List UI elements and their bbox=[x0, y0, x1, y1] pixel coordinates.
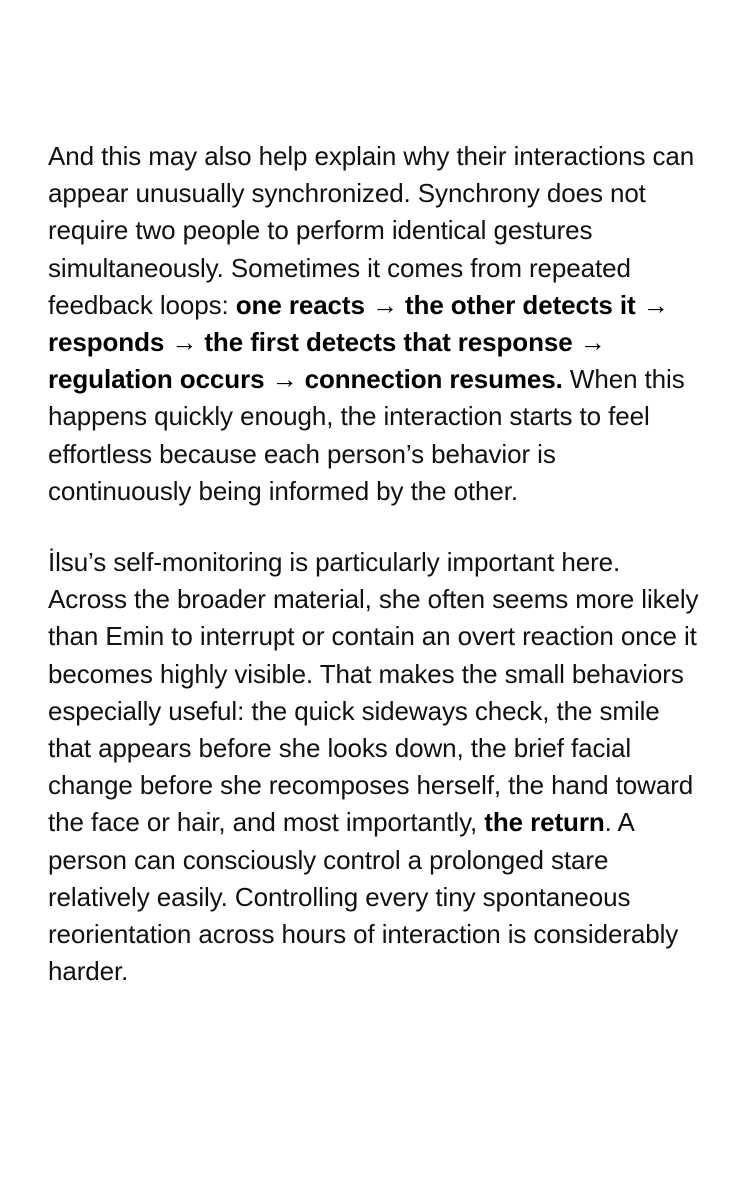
paragraph-text: And this may also help explain why their interactions can appear unusually synchronized. Synchrony does not require two people to perform identical gestures simultaneously. Sometimes it comes from repeated feedback loops: bbox=[48, 141, 695, 320]
paragraph-text: . A person can consciously control a prolonged stare relatively easily. Controlling every tiny spontaneous reorientation across hours of interaction is considerably harder. bbox=[48, 807, 679, 987]
paragraph-synchrony bbox=[48, 138, 701, 510]
paragraph-self-monitoring bbox=[48, 544, 701, 990]
feedback-loop-emphasis: one reacts → the other detects it → responds → the first detects that response → regulation occurs → connection resumes. bbox=[48, 289, 669, 395]
paragraph-text: When this happens quickly enough, the interaction starts to feel effortless because each person’s behavior is continuously being informed by the other. bbox=[48, 364, 685, 506]
the-return-emphasis: the return bbox=[484, 807, 605, 838]
paragraph-text: İlsu’s self-monitoring is particularly important here. Across the broader material, she often seems more likely than Emin to interrupt or contain an overt reaction once it becomes highly visible. That makes the small behaviors especially useful: the quick sideways check, the smile that appears before she looks down, the brief facial change before she recomposes herself, the hand toward the face or hair, and most importantly, bbox=[48, 547, 699, 838]
